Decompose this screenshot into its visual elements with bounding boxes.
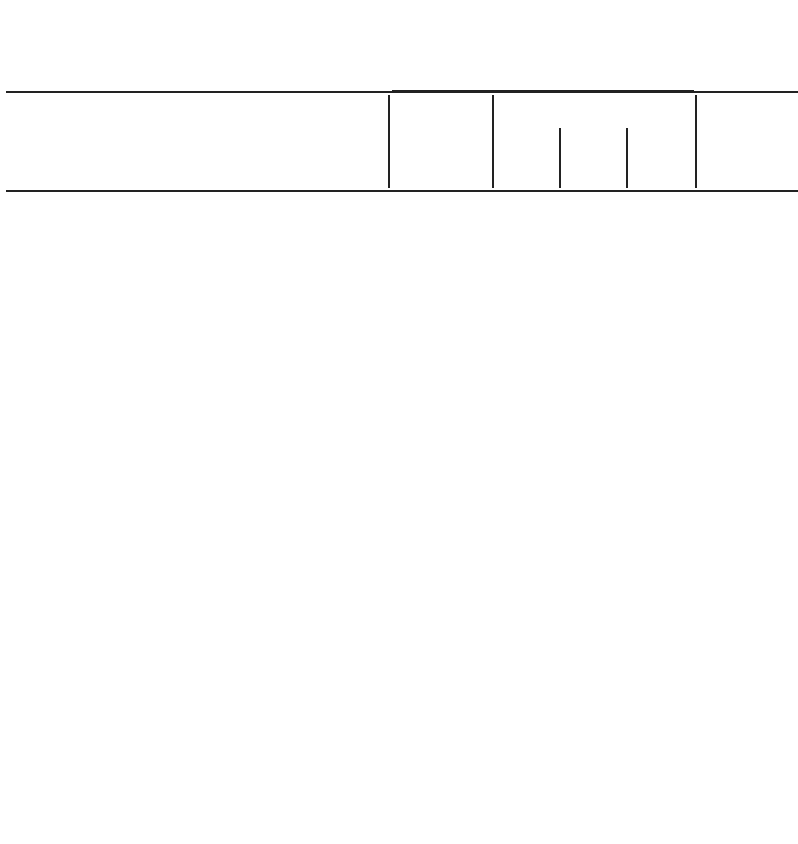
header-divider — [392, 91, 695, 93]
header-divider — [559, 128, 561, 188]
header-divider — [626, 128, 628, 188]
header-divider — [388, 95, 390, 188]
header-divider — [695, 95, 697, 188]
header-bottom-rule — [6, 190, 798, 192]
header-divider — [492, 95, 494, 188]
